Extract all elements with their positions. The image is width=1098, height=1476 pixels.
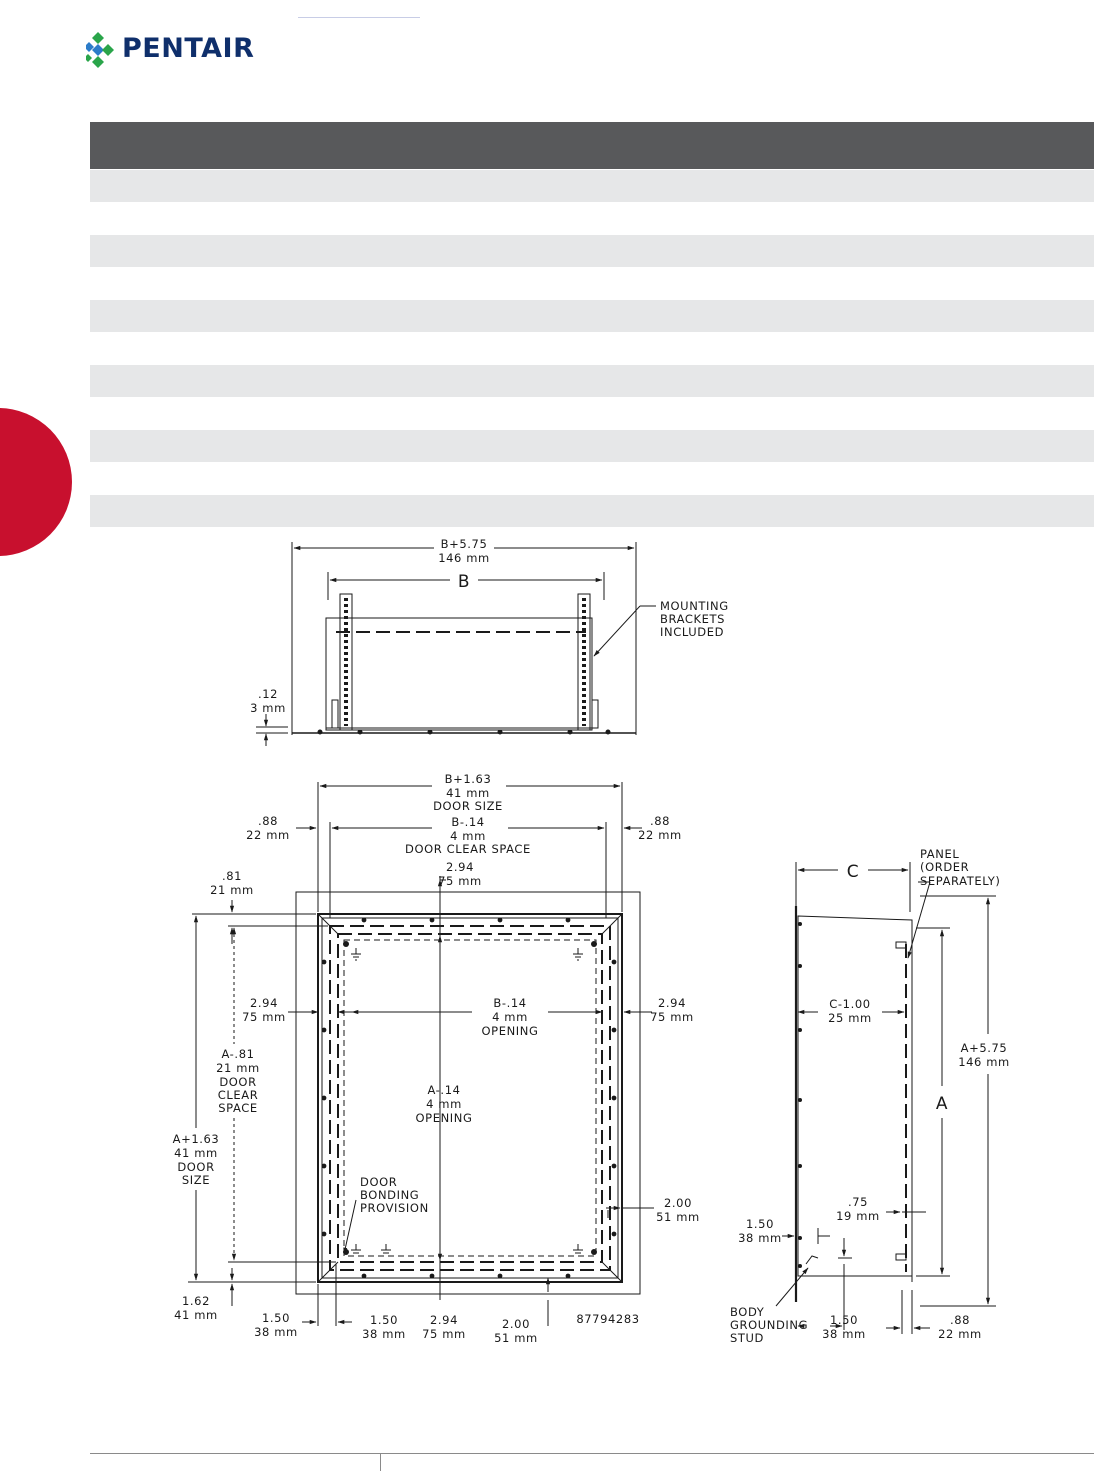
dim-bottom-294-mm: 75 mm (422, 1327, 466, 1341)
dim-height: A (935, 1094, 949, 1114)
dim-door-size-h-l2: SIZE (181, 1173, 211, 1187)
dim-opening-h-label: OPENING (415, 1111, 473, 1125)
dim-overall-width-mm: 146 mm (438, 551, 490, 565)
dim-door-size-h: A+1.63 (172, 1132, 220, 1146)
dim-door-size-w-label: DOOR SIZE (433, 799, 503, 813)
dim-bottom-150a: 1.50 (261, 1311, 291, 1325)
callout-bonding-1: DOOR (360, 1175, 398, 1189)
part-number: 87794283 (576, 1312, 640, 1326)
dim-door-clear-w: B-.14 (451, 815, 485, 829)
dim-door-size-h-mm: 41 mm (174, 1146, 218, 1160)
callout-panel-3: SEPARATELY) (920, 874, 1001, 888)
dim-bottom-162: 1.62 (181, 1294, 211, 1308)
dim-side-bottom-150: 1.50 (829, 1313, 859, 1327)
dim-door-clear-h-mm: 21 mm (216, 1061, 260, 1075)
callout-stud-1: BODY (730, 1305, 765, 1319)
callout-brackets-3: INCLUDED (660, 625, 725, 639)
dim-door-size-h-l1: DOOR (177, 1160, 215, 1174)
callout-brackets-1: MOUNTING (660, 599, 729, 613)
dim-door-clear-w-mm: 4 mm (450, 829, 486, 843)
dim-width: B (457, 572, 471, 592)
dim-top-81: .81 (221, 869, 243, 883)
dim-left-88-mm: 22 mm (246, 828, 290, 842)
dim-bottom-150b: 1.50 (369, 1313, 399, 1327)
dim-height-total: A+5.75 (960, 1041, 1008, 1055)
dim-opening-w-label: OPENING (481, 1024, 539, 1038)
callout-bonding-3: PROVISION (360, 1201, 429, 1215)
dim-bottom-200-mm: 51 mm (494, 1331, 538, 1345)
dim-right-200: 2.00 (663, 1196, 693, 1210)
dim-top-294-mm: 75 mm (438, 874, 482, 888)
dim-door-clear-h-l1: DOOR (219, 1075, 257, 1089)
dim-offset-75: .75 (847, 1195, 869, 1209)
dim-right-294: 2.94 (657, 996, 687, 1010)
dim-flange-mm: 3 mm (250, 701, 286, 715)
brand-name: PENTAIR (122, 33, 255, 64)
dim-height-total-mm: 146 mm (958, 1055, 1010, 1069)
dim-door-clear-h: A-.81 (221, 1047, 255, 1061)
dim-bottom-162-mm: 41 mm (174, 1308, 218, 1322)
dim-door-size-w: B+1.63 (444, 772, 492, 786)
dim-bottom-200: 2.00 (501, 1317, 531, 1331)
dim-top-81-mm: 21 mm (210, 883, 254, 897)
dim-right-294-mm: 75 mm (650, 1010, 694, 1024)
dim-right-88-mm: 22 mm (638, 828, 682, 842)
dim-side-bottom-88: .88 (949, 1313, 971, 1327)
dim-side-150-mm: 38 mm (738, 1231, 782, 1245)
dim-bottom-294: 2.94 (429, 1313, 459, 1327)
dim-opening-h-mm: 4 mm (426, 1097, 462, 1111)
dim-side-bottom-88-mm: 22 mm (938, 1327, 982, 1341)
dim-opening-h: A-.14 (427, 1083, 461, 1097)
dim-opening-w-mm: 4 mm (492, 1010, 528, 1024)
dim-side-bottom-150-mm: 38 mm (822, 1327, 866, 1341)
callout-panel-2: (ORDER (920, 860, 970, 874)
callout-brackets-2: BRACKETS (660, 612, 726, 626)
dim-door-clear-h-l2: CLEAR (217, 1088, 259, 1102)
dim-bottom-150a-mm: 38 mm (254, 1325, 298, 1339)
dim-inner-depth: C-1.00 (829, 997, 871, 1011)
dim-bottom-150b-mm: 38 mm (362, 1327, 406, 1341)
dim-door-clear-w-label: DOOR CLEAR SPACE (405, 842, 531, 856)
footer-divider (380, 1453, 381, 1471)
dim-depth: C (846, 862, 860, 882)
callout-stud-2: GROUNDING (730, 1318, 809, 1332)
dim-side-150: 1.50 (745, 1217, 775, 1231)
dim-left-88: .88 (257, 814, 279, 828)
dim-top-294: 2.94 (445, 860, 475, 874)
dim-left-294-mm: 75 mm (242, 1010, 286, 1024)
dim-flange: .12 (257, 687, 279, 701)
dim-door-clear-h-l3: SPACE (218, 1101, 258, 1115)
dim-door-size-w-mm: 41 mm (446, 786, 490, 800)
dim-offset-75-mm: 19 mm (836, 1209, 880, 1223)
dim-overall-width: B+5.75 (440, 537, 488, 551)
dim-left-294: 2.94 (249, 996, 279, 1010)
dim-right-200-mm: 51 mm (656, 1210, 700, 1224)
callout-panel-1: PANEL (920, 847, 960, 861)
dim-inner-depth-mm: 25 mm (828, 1011, 872, 1025)
dim-opening-w: B-.14 (493, 996, 527, 1010)
callout-bonding-2: BONDING (360, 1188, 420, 1202)
callout-stud-3: STUD (730, 1331, 764, 1345)
footer-rule (90, 1453, 1094, 1454)
dim-right-88: .88 (649, 814, 671, 828)
